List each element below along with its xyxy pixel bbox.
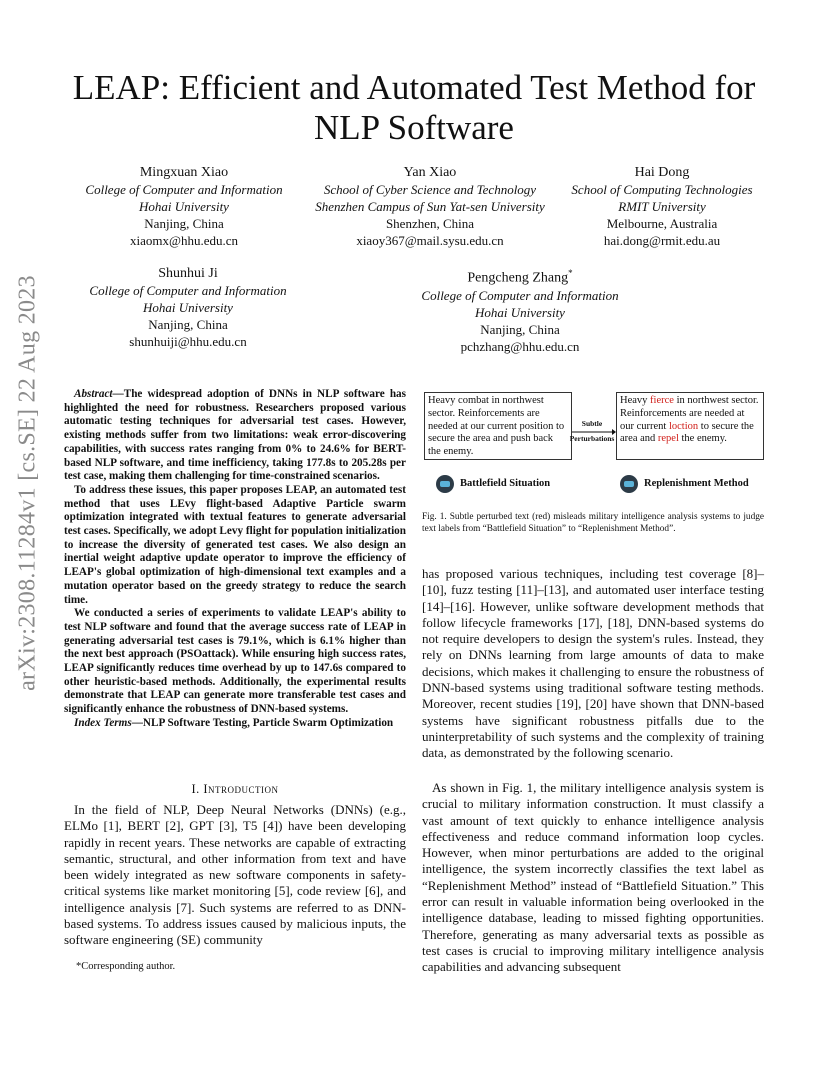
abstract (64, 388, 406, 731)
label-battlefield-situation: Battlefield Situation (460, 478, 551, 489)
figure-perturbed-text: Heavy fierce in northwest sector. Reinforcements are needed at our current loction to secure the area and repel the enemy. (616, 392, 764, 460)
label-replenishment-method: Replenishment Method (644, 478, 749, 489)
author-institution: RMIT University (618, 199, 706, 214)
author-block-1 (64, 164, 304, 249)
author-email: hai.dong@rmit.edu.au (603, 233, 721, 248)
title-line-1: LEAP: Efficient and Automated Test Method for (72, 68, 756, 107)
arrow-label-perturbations: Perturbations (569, 434, 615, 443)
perturbed-word: repel (657, 433, 679, 445)
author-block-4 (64, 265, 312, 350)
intro-paragraph: In the field of NLP, Deep Neural Networks (DNNs) (e.g., ELMo [1], BERT [2], GPT [3], T5 [4]) have been developing rapidly in recent years. These networks are capable of extracting semantic, structural, and other information from text and have been widely integrated as new software components in safety-critical systems like market monitoring [5], code review [6], and intelligence analysis [7]. Such systems are referred to as DNN-based systems. To address issues caused by malicious inputs, the software engineering (SE) community (64, 802, 406, 948)
author-institution: Hohai University (143, 300, 233, 315)
author-institution: Shenzhen Campus of Sun Yat-sen University (315, 199, 545, 214)
paper-title (60, 68, 768, 148)
right-para-2: As shown in Fig. 1, the military intelligence analysis system is crucial to military information construction. It must classify a vast amount of text quickly to enhance intelligence analysis effectiveness and reduce command information loop cycles. However, when minor perturbations are added to the original intelligence, the system incorrectly classifies the text label as “Replenishment Method” instead of “Battlefield Situation.” This error can result in valuable information being overlooked in the intelligence database, leading to missed fighting opportunities. Therefore, generating as many adversarial texts as possible as test cases is crucial to improving military intelligence analysis capabilities and advancing subsequent (422, 780, 764, 975)
abstract-para-2: To address these issues, this paper proposes LEAP, an automated test method that uses LEvy flight-based Adaptive Particle swarm optimization integrated with textual features to generate adversarial test cases. Specifically, we adopt Levy flight for population initialization to increase the diversity of generated test cases. We also design an inertial weight adaptive update operator to improve the efficiency of LEAP's global optimization of high-dimensional text examples and a mutation operator based on the greedy strategy to reduce the search time. (64, 483, 406, 606)
author-location: Nanjing, China (144, 216, 224, 231)
author-location: Melbourne, Australia (606, 216, 718, 231)
index-terms: Index Terms—NLP Software Testing, Particle Swarm Optimization (74, 716, 394, 729)
author-affiliation: College of Computer and Information (89, 283, 287, 298)
author-block-5 (404, 265, 636, 355)
author-name: Yan Xiao (403, 165, 457, 180)
robot-icon (436, 475, 454, 493)
perturbed-word: fierce (650, 395, 674, 406)
author-location: Nanjing, China (480, 321, 560, 337)
author-institution: Hohai University (139, 199, 229, 214)
author-affiliation: College of Computer and Information (421, 287, 619, 303)
right-para-1: has proposed various techniques, including test coverage [8]–[10], fuzz testing [11]–[13], and automated user interface testing [14]–[16]. However, unlike software development methods that follow lifecycle frameworks [17], [18], DNN-based systems do not require developers to design the system's rules. Instead, they rely on DNNs learning from large amounts of data to make decisions, which makes it challenging to ensure the robustness of DNN-based systems using traditional software testing methods. Moreover, recent studies [19], [20] have shown that DNN-based systems have significant robustness pitfalls due to the uninterpretability of such systems and the complexity of training data, as demonstrated by the following scenario. (422, 566, 764, 761)
author-block-3 (556, 164, 768, 249)
author-email: xiaomx@hhu.edu.cn (129, 233, 238, 248)
arxiv-id: arXiv:2308.11284v1 [cs.SE] 22 Aug 2023 (14, 275, 41, 691)
abstract-para-1: Abstract—The widespread adoption of DNNs in NLP software has highlighted the need for robustness. Researchers proposed various automatic testing techniques for adversarial test cases. However, existing methods suffer from two limitations: weak error-discovering capabilities, with success rates ranging from 0% to 24.6% for BERT-based NLP software, and time inefficiency, taking 177.8s to 205.28s per test case, making them challenging for time-constrained scenarios. (64, 388, 406, 483)
figure-caption: Fig. 1. Subtle perturbed text (red) misleads military intelligence analysis systems to judge text labels from “Battlefield Situation” to “Replenishment Method”. (422, 512, 764, 534)
perturbed-word: loction (668, 420, 699, 432)
arrow-label-subtle: Subtle (581, 419, 603, 428)
author-name: Shunhui Ji (158, 266, 218, 281)
index-terms-lead: Index Terms (74, 716, 132, 729)
arxiv-sidebar (6, 275, 50, 691)
author-location: Shenzhen, China (385, 216, 475, 231)
author-affiliation: School of Cyber Science and Technology (323, 182, 537, 197)
author-email: shunhuiji@hhu.edu.cn (129, 334, 247, 349)
author-institution: Hohai University (475, 304, 565, 320)
author-name: Pengcheng Zhang* (467, 268, 573, 286)
author-name: Hai Dong (634, 165, 690, 180)
robot-icon (620, 475, 638, 493)
author-email: xiaoy367@mail.sysu.edu.cn (356, 233, 504, 248)
figure-1 (424, 392, 768, 502)
author-block-2 (300, 164, 560, 249)
author-location: Nanjing, China (148, 317, 228, 332)
title-line-2: NLP Software (314, 108, 514, 147)
footnote: *Corresponding author. (76, 961, 176, 972)
section-heading: I. Introduction (191, 782, 279, 796)
figure-original-text: Heavy combat in northwest sector. Reinforcements are needed at our current position to secure the area and push back the enemy. (424, 392, 572, 460)
author-affiliation: College of Computer and Information (85, 182, 283, 197)
author-name: Mingxuan Xiao (139, 165, 229, 180)
author-affiliation: School of Computing Technologies (571, 182, 753, 197)
abstract-lead: Abstract (74, 388, 113, 400)
author-email: pchzhang@hhu.edu.cn (460, 338, 580, 354)
corresponding-mark: * (568, 268, 573, 278)
abstract-para-3: We conducted a series of experiments to validate LEAP's ability to test NLP software and found that the average success rate of LEAP in generating adversarial test cases is 79.1%, which is 6.1% higher than the next best approach (PSOattack). While ensuring high success rates, LEAP significantly reduces time overhead by up to 147.6s compared to other heuristic-based methods. Additionally, the experimental results demonstrate that LEAP can generate more transferable test cases and significantly enhance the robustness of DNN-based systems. (64, 607, 406, 716)
